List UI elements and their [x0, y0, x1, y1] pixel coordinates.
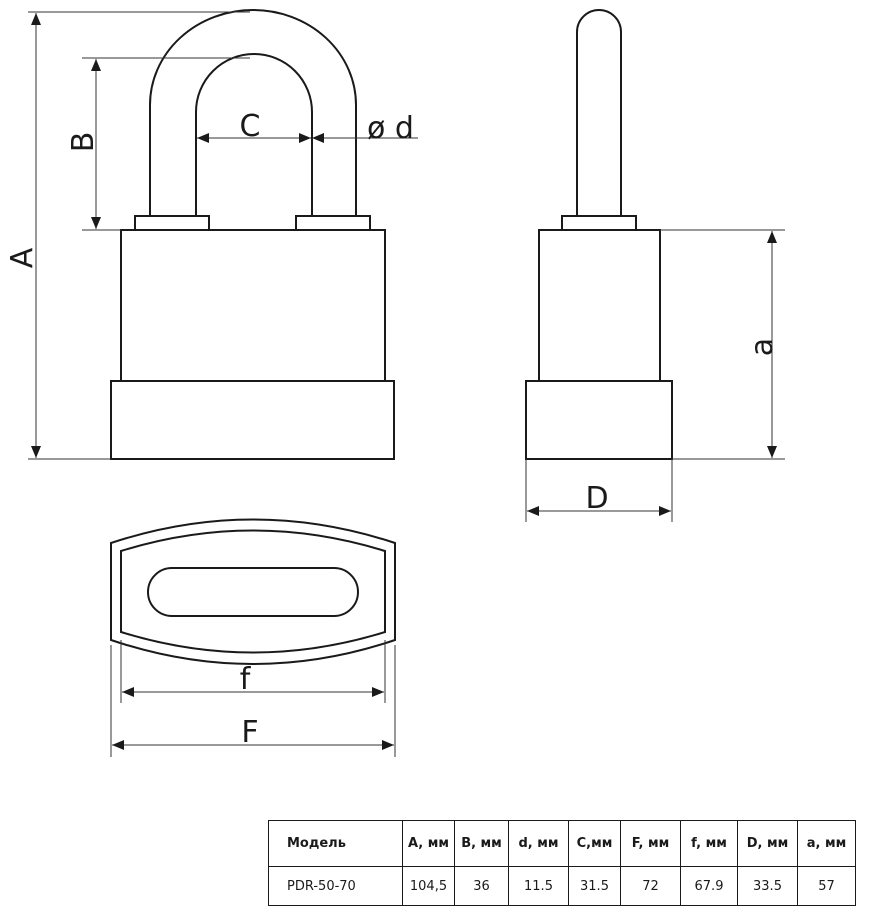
shackle-collar-left: [135, 216, 209, 230]
bottom-view: [111, 520, 395, 665]
header-A: A, мм: [403, 821, 455, 867]
cell-d: 11.5: [509, 867, 569, 906]
table-row: [269, 867, 856, 906]
lock-base-front: [111, 381, 394, 459]
label-C: C: [239, 109, 261, 144]
cell-f: 67.9: [681, 867, 738, 906]
label-a: a: [745, 337, 780, 357]
lock-base-side: [526, 381, 672, 459]
bottom-inner-outline: [121, 531, 385, 653]
cell-A: 104,5: [403, 867, 455, 906]
cell-C: 31.5: [569, 867, 621, 906]
side-view: [526, 10, 672, 459]
shackle-collar-right: [296, 216, 370, 230]
cell-D: 33.5: [738, 867, 798, 906]
front-view: [111, 10, 394, 459]
spec-table: [268, 820, 856, 906]
label-f: f: [239, 662, 251, 697]
header-f: f, мм: [681, 821, 738, 867]
lock-body-front: [121, 230, 385, 381]
header-a: a, мм: [798, 821, 856, 867]
label-F: F: [241, 715, 259, 750]
label-d: ø d: [367, 111, 414, 146]
spec-table-header-row: [269, 821, 856, 867]
label-B: B: [66, 131, 101, 153]
key-slot: [148, 568, 358, 616]
shackle-side: [577, 10, 621, 215]
header-C: C,мм: [569, 821, 621, 867]
header-B: B, мм: [455, 821, 509, 867]
header-D: D, мм: [738, 821, 798, 867]
cell-model: PDR-50-70: [269, 867, 403, 906]
label-A: A: [5, 247, 40, 269]
cell-F: 72: [621, 867, 681, 906]
shackle-collar-side: [562, 216, 636, 230]
header-model: Модель: [269, 821, 403, 867]
header-F: F, мм: [621, 821, 681, 867]
cell-B: 36: [455, 867, 509, 906]
cell-a: 57: [798, 867, 856, 906]
header-d: d, мм: [509, 821, 569, 867]
lock-body-side: [539, 230, 660, 381]
label-D: D: [585, 481, 609, 516]
